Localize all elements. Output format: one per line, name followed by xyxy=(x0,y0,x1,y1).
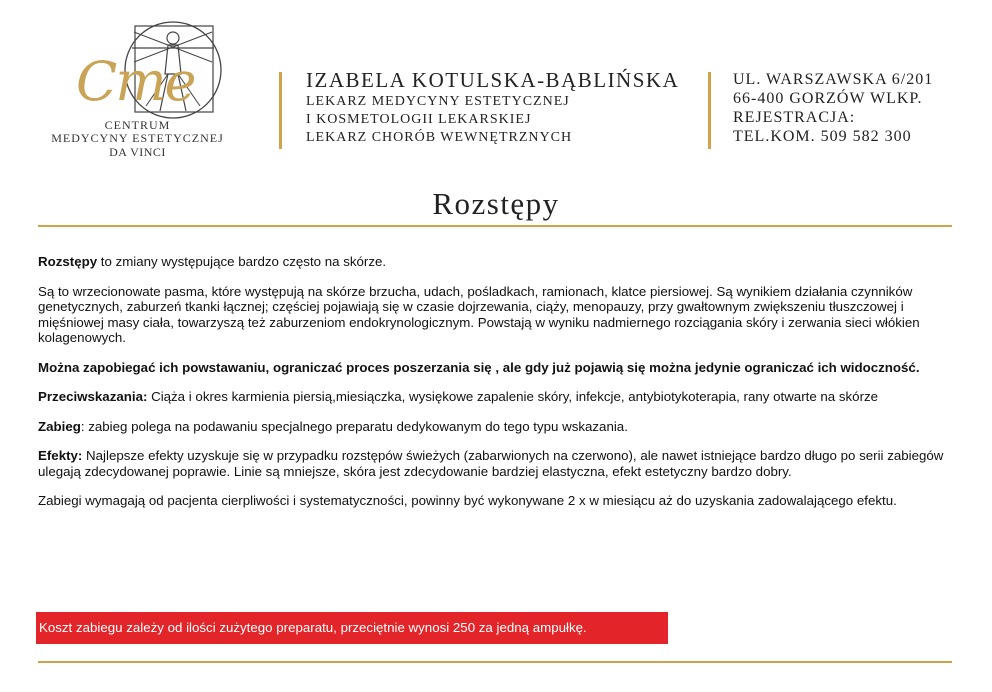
doctor-title: I KOSMETOLOGII LEKARSKIEJ xyxy=(306,112,532,127)
divider-right xyxy=(708,72,711,149)
term-rozstepy: Rozstępy xyxy=(38,254,98,269)
title-underline xyxy=(38,225,952,227)
paragraph xyxy=(38,448,956,479)
paragraph-text: Ciąża i okres karmienia piersią,miesiączka, wysiękowe zapalenie skóry, infekcje, antybiotykoterapia, rany otwarte na skórze xyxy=(147,389,879,404)
paragraph xyxy=(38,254,956,270)
logo-script-text: Cme xyxy=(76,50,195,113)
logo-line-davinci: DA VINCI xyxy=(109,145,166,159)
paragraph: Są to wrzecionowate pasma, które występują na skórze brzucha, udach, pośladkach, ramionach, klatce piersiowej. Są wynikiem działania czynników genetycznych, zaburzeń tkanki łącznej; częściej pojawiają się w czasie dojrzewania, ciąży, menopauzy, przy gwałtownym zwiększeniu tłuszczowej i mięśniowej masy ciała, towarzyszą też zaburzeniom endokrynologicznym. Powstają w wyniku nadmiernego rozciągania skóry i zerwania sieci włókien kolagenowych. xyxy=(38,283,920,345)
clinic-logo xyxy=(50,14,250,164)
paragraph: Zabiegi wymagają od pacjenta cierpliwości i systematyczności, powinny być wykonywane 2 x w miesiącu aż do uzyskania zadowalającego efektu. xyxy=(38,493,897,508)
footer-line xyxy=(38,661,952,663)
divider-left xyxy=(279,72,282,149)
term-procedure: Zabieg xyxy=(38,418,81,434)
logo-line-medycyny: MEDYCYNY ESTETYCZNEJ xyxy=(51,131,224,145)
doctor-title: LEKARZ MEDYCYNY ESTETYCZNEJ xyxy=(306,94,570,109)
contact-registration-label: REJESTRACJA: xyxy=(733,109,856,126)
logo-line-centrum: CENTRUM xyxy=(104,118,171,132)
doctor-info xyxy=(306,68,679,147)
doctor-title: LEKARZ CHORÓB WEWNĘTRZNYCH xyxy=(306,130,573,145)
article-body xyxy=(38,254,956,523)
paragraph xyxy=(38,389,956,405)
doctor-name: IZABELA KOTULSKA-BĄBLIŃSKA xyxy=(306,68,680,92)
cost-banner: Koszt zabiegu zależy od ilości zużytego preparatu, przeciętnie wynosi 250 za jedną ampułkę. xyxy=(36,612,668,644)
contact-address: UL. WARSZAWSKA 6/201 xyxy=(733,71,934,88)
contact-city: 66-400 GORZÓW WLKP. xyxy=(733,90,923,107)
paragraph-text: Najlepsze efekty uzyskuje się w przypadku rozstępów świeżych (zabarwionych na czerwono), ale nawet istniejące bardzo długo po serii zabiegów ulegają zdecydowanej poprawie. Linie są mniejsze, skóra jest zdecydowanie bardziej elastyczna, efekt estetyczny bardzo dobry. xyxy=(38,448,944,479)
paragraph xyxy=(38,419,956,435)
term-effects: Efekty: xyxy=(38,448,83,463)
contact-info xyxy=(733,70,933,146)
paragraph-text: to zmiany występujące bardzo często na skórze. xyxy=(97,254,387,269)
page-title: Rozstępy xyxy=(432,186,560,221)
contact-phone: TEL.KOM. 509 582 300 xyxy=(733,128,912,145)
paragraph-text: : zabieg polega na podawaniu specjalnego preparatu dedykowanym do tego typu wskazania. xyxy=(80,418,628,434)
paragraph-emphasis: Można zapobiegać ich powstawaniu, ograniczać proces poszerzania się , ale gdy już pojawią się można jedynie ograniczać ich widoczność. xyxy=(38,359,920,375)
term-contraindications: Przeciwskazania: xyxy=(38,389,148,404)
